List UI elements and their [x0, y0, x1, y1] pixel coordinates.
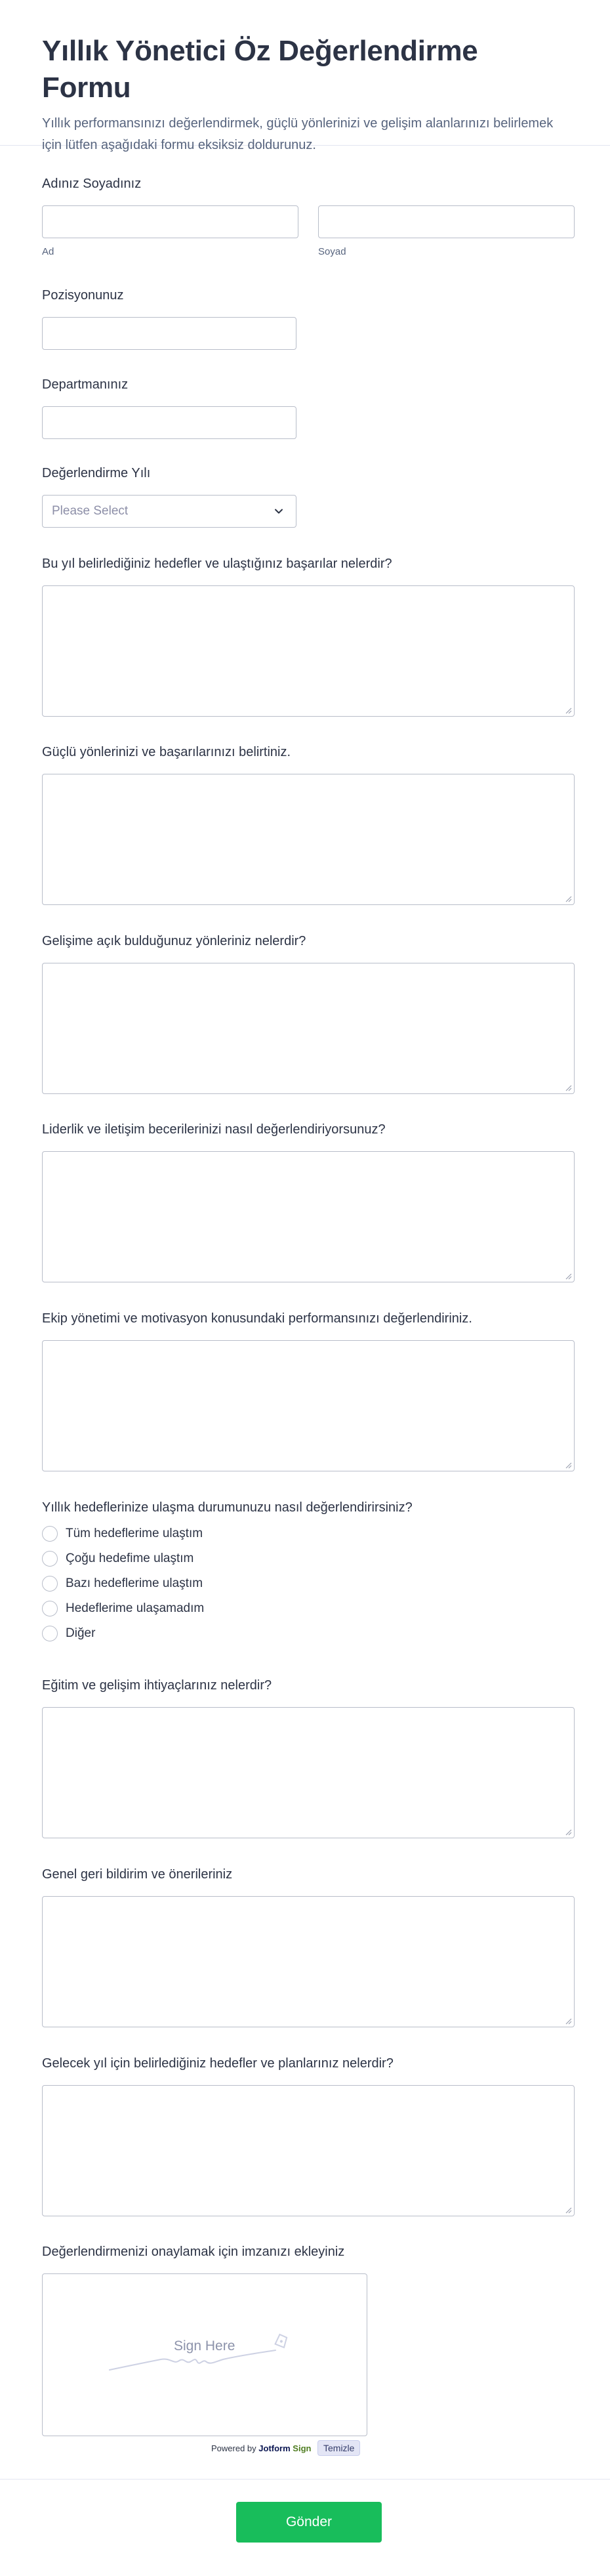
question-4-label: Liderlik ve iletişim becerilerinizi nasıl değerlendiriyorsunuz?: [42, 1122, 386, 1137]
goals-option-label[interactable]: Hedeflerime ulaşamadım: [66, 1601, 205, 1615]
goals-radio-group: [42, 1521, 413, 1646]
goals-option[interactable]: [42, 1571, 413, 1596]
name-label: Adınız Soyadınız: [42, 177, 142, 191]
last-name-input[interactable]: [318, 205, 575, 238]
question-8-label: Gelecek yıl için belirlediğiniz hedefler ve planlarınız nelerdir?: [42, 2056, 394, 2071]
radio-button[interactable]: [42, 1576, 58, 1592]
radio-button[interactable]: [42, 1601, 58, 1616]
question-7-textarea[interactable]: [42, 1896, 575, 2027]
question-3-textarea[interactable]: [42, 963, 575, 1094]
year-field: [42, 465, 296, 528]
resize-handle-icon[interactable]: [564, 2017, 572, 2025]
resize-handle-icon[interactable]: [564, 2206, 572, 2214]
form-header: [0, 0, 610, 152]
goals-option-label[interactable]: Çoğu hedefime ulaştım: [66, 1552, 194, 1565]
department-field: [42, 376, 296, 439]
position-label: Pozisyonunuz: [42, 288, 124, 303]
year-placeholder: Please Select: [52, 504, 129, 518]
resize-handle-icon[interactable]: [564, 895, 572, 902]
first-name-input[interactable]: [42, 205, 298, 238]
powered-brand: Jotform: [258, 2443, 291, 2453]
goals-option[interactable]: [42, 1521, 413, 1546]
question-2-label: Güçlü yönlerinizi ve başarılarınızı belirtiniz.: [42, 745, 291, 759]
question-3-field: [42, 933, 575, 1094]
resize-handle-icon[interactable]: [564, 1461, 572, 1469]
goals-option-label[interactable]: Bazı hedeflerime ulaştım: [66, 1576, 203, 1590]
question-8-field: [42, 2055, 575, 2216]
question-7-field: [42, 1866, 575, 2027]
question-2-field: [42, 744, 575, 905]
powered-by-text: [211, 2443, 311, 2453]
form-footer: [0, 2479, 610, 2576]
resize-handle-icon[interactable]: [564, 706, 572, 714]
question-8-textarea[interactable]: [42, 2085, 575, 2216]
goals-field: [42, 1499, 413, 1646]
powered-prefix: Powered by: [211, 2443, 256, 2453]
powered-brand-sign: Sign: [293, 2443, 312, 2453]
signature-label: Değerlendirmenizi onaylamak için imzanızı ekleyiniz: [42, 2245, 345, 2259]
submit-button[interactable]: Gönder: [236, 2502, 382, 2543]
question-2-textarea[interactable]: [42, 774, 575, 905]
signature-pad[interactable]: [42, 2273, 367, 2436]
form-description: Yıllık performansınızı değerlendirmek, güçlü yönlerinizi ve gelişim alanlarınızı belirlemek için lütfen aşağıdaki formu eksiksiz doldurunuz.: [42, 116, 554, 152]
question-4-field: [42, 1121, 575, 1282]
resize-handle-icon[interactable]: [564, 1084, 572, 1091]
year-label: Değerlendirme Yılı: [42, 466, 151, 480]
name-field: [42, 175, 575, 257]
first-name-sublabel: Ad: [42, 246, 54, 257]
question-1-field: [42, 555, 575, 717]
goals-option[interactable]: [42, 1596, 413, 1621]
year-select[interactable]: [42, 495, 296, 528]
chevron-down-icon: [272, 505, 285, 518]
clear-signature-button[interactable]: Temizle: [317, 2440, 360, 2456]
question-6-textarea[interactable]: [42, 1707, 575, 1838]
question-5-textarea[interactable]: [42, 1340, 575, 1471]
form-title: Yıllık Yönetici Öz Değerlendirme Formu: [42, 35, 478, 104]
radio-button[interactable]: [42, 1526, 58, 1542]
department-label: Departmanınız: [42, 377, 129, 392]
question-7-label: Genel geri bildirim ve önerileriniz: [42, 1867, 233, 1882]
resize-handle-icon[interactable]: [564, 1828, 572, 1836]
resize-handle-icon[interactable]: [564, 1272, 572, 1280]
question-5-label: Ekip yönetimi ve motivasyon konusundaki performansınızı değerlendiriniz.: [42, 1311, 472, 1326]
question-6-field: [42, 1677, 575, 1838]
goals-label: Yıllık hedeflerinize ulaşma durumunuzu nasıl değerlendirirsiniz?: [42, 1500, 413, 1515]
radio-button[interactable]: [42, 1626, 58, 1641]
question-1-label: Bu yıl belirlediğiniz hedefler ve ulaştığınız başarılar nelerdir?: [42, 557, 392, 571]
goals-option-label[interactable]: Tüm hedeflerime ulaştım: [66, 1527, 203, 1540]
position-input[interactable]: [42, 317, 296, 350]
goals-option[interactable]: [42, 1546, 413, 1571]
question-1-textarea[interactable]: [42, 585, 575, 717]
signature-field: [42, 2243, 367, 2453]
question-5-field: [42, 1310, 575, 1471]
signature-placeholder: Sign Here: [174, 2338, 235, 2354]
question-3-label: Gelişime açık bulduğunuz yönleriniz nelerdir?: [42, 934, 306, 948]
question-6-label: Eğitim ve gelişim ihtiyaçlarınız nelerdir?: [42, 1678, 272, 1693]
goals-option[interactable]: [42, 1621, 413, 1646]
position-field: [42, 287, 296, 350]
last-name-sublabel: Soyad: [318, 246, 346, 257]
question-4-textarea[interactable]: [42, 1151, 575, 1282]
radio-button[interactable]: [42, 1551, 58, 1567]
goals-option-label[interactable]: Diğer: [66, 1626, 96, 1640]
department-input[interactable]: [42, 406, 296, 439]
